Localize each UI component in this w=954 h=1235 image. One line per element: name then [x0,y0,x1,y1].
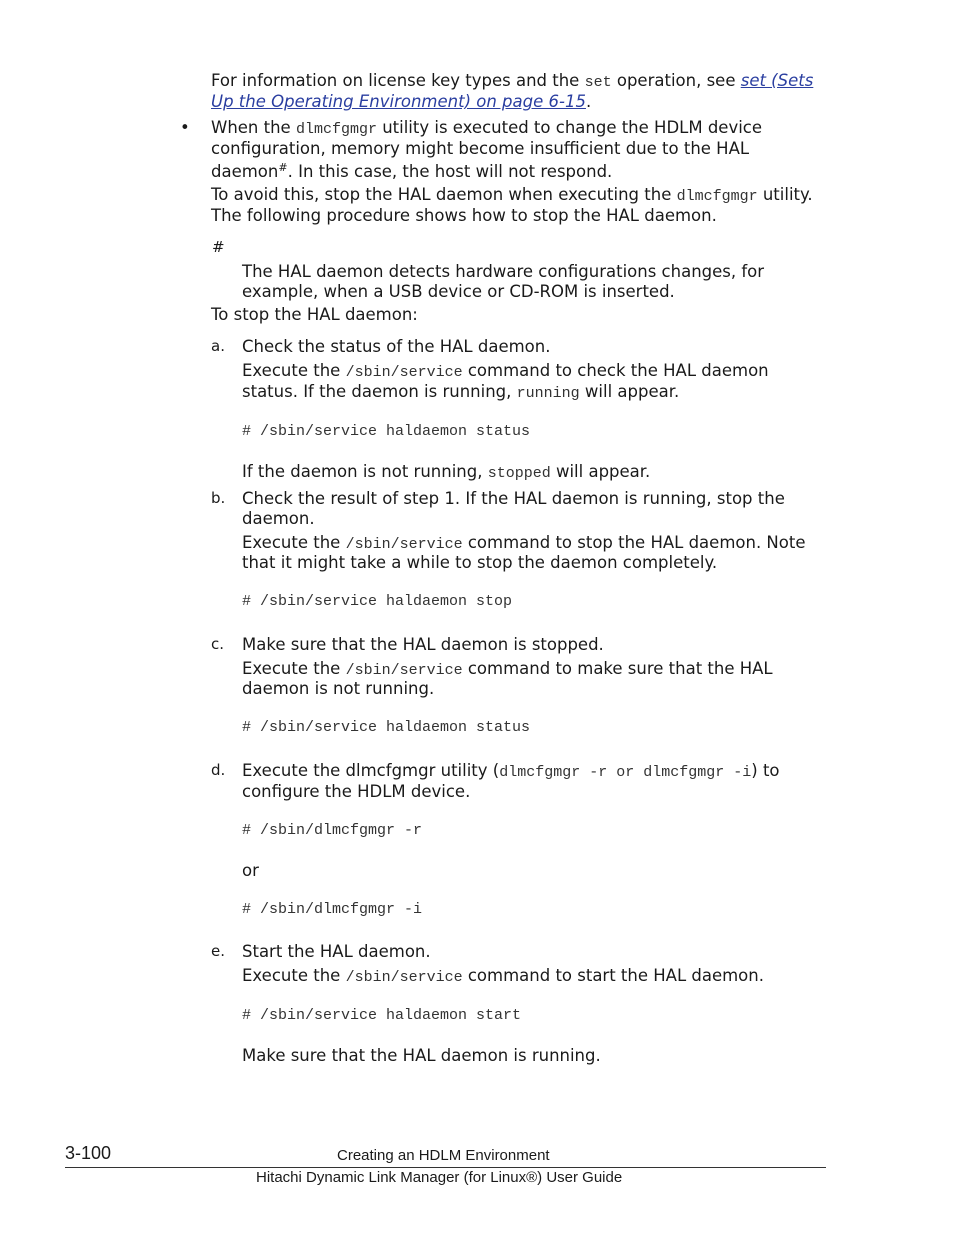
command-example: # /sbin/dlmcfgmgr -r [242,822,423,839]
bullet-line-3 [211,161,612,184]
body-text: status. If the daemon is running, [242,382,517,401]
body-text: command to check the HAL daemon [462,361,769,380]
inline-code: /sbin/service [345,364,463,381]
procedure-intro: To stop the HAL daemon: [211,305,418,324]
step-e-desc-1 [242,965,764,988]
body-text: When the [211,118,296,137]
body-text: Execute the [242,361,346,380]
body-text: command to start the HAL daemon. [462,966,764,985]
body-text: Execute the [242,533,346,552]
footnote-marker: # [278,161,288,174]
inline-code: dlmcfgmgr -r or dlmcfgmgr -i [499,764,752,781]
cross-reference-link[interactable]: set (Sets [740,71,814,90]
body-text: To avoid this, stop the HAL daemon when executing the [211,185,677,204]
command-example: # /sbin/service haldaemon start [242,1007,522,1024]
period-text: . [585,92,592,111]
step-c-desc-2: daemon is not running. [242,679,435,698]
body-text: daemon [211,162,279,181]
inline-code: /sbin/service [345,536,463,553]
bullet-line-4 [211,184,813,207]
footer-section-title: Creating an HDLM Environment [337,1147,550,1164]
step-a-desc-2 [242,381,679,404]
intro-text: operation, see [611,71,741,90]
note-line-1: The HAL daemon detects hardware configurations changes, for [242,262,765,281]
body-text: ) to [751,761,780,780]
inline-code: stopped [487,465,551,482]
step-marker-a: a. [211,337,225,355]
footer-book-title: Hitachi Dynamic Link Manager (for Linux®) User Guide [256,1169,623,1186]
or-text: or [242,861,259,880]
bullet-line-5: The following procedure shows how to stop the HAL daemon. [211,206,717,225]
body-text: command to stop the HAL daemon. Note [462,533,806,552]
body-text: . In this case, the host will not respond. [287,162,613,181]
command-example: # /sbin/service haldaemon status [242,423,531,440]
step-marker-c: c. [211,635,225,653]
step-marker-d: d. [211,761,226,779]
bullet-line-1 [211,117,762,140]
step-c-title: Make sure that the HAL daemon is stopped. [242,635,604,654]
inline-code: dlmcfgmgr [676,188,758,205]
inline-code: running [516,385,580,402]
body-text: Execute the [242,659,346,678]
body-text: will appear. [550,462,651,481]
step-d-title-1 [242,760,780,783]
step-d-title-2: configure the HDLM device. [242,782,471,801]
bullet-marker: • [180,118,190,137]
step-b-title-1: Check the result of step 1. If the HAL daemon is running, stop the [242,489,785,508]
command-example: # /sbin/service haldaemon stop [242,593,513,610]
intro-line-2 [211,91,591,112]
note-line-2: example, when a USB device or CD-ROM is inserted. [242,282,675,301]
step-marker-e: e. [211,942,225,960]
body-text: utility. [757,185,813,204]
bullet-line-2: configuration, memory might become insufficient due to the HAL [211,139,750,158]
step-marker-b: b. [211,489,226,507]
intro-text: For information on license key types and the [211,71,585,90]
inline-code: /sbin/service [345,662,463,679]
body-text: command to make sure that the HAL [462,659,773,678]
step-b-title-2: daemon. [242,509,315,528]
command-example: # /sbin/dlmcfgmgr -i [242,901,423,918]
step-a-desc-1 [242,360,769,383]
body-text: If the daemon is not running, [242,462,488,481]
step-e-title: Start the HAL daemon. [242,942,431,961]
intro-line-1 [211,70,813,93]
page-number: 3-100 [65,1143,112,1163]
command-example: # /sbin/service haldaemon status [242,719,531,736]
inline-code: /sbin/service [345,969,463,986]
cross-reference-link[interactable]: Up the Operating Environment) on page 6-15 [211,92,586,111]
footer-divider [65,1167,826,1168]
step-a-title: Check the status of the HAL daemon. [242,337,551,356]
inline-code: set [584,74,612,91]
body-text: Execute the dlmcfgmgr utility ( [242,761,500,780]
body-text: Execute the [242,966,346,985]
step-b-desc-2: that it might take a while to stop the daemon completely. [242,553,718,572]
body-text: utility is executed to change the HDLM device [376,118,763,137]
body-text: will appear. [579,382,680,401]
note-marker: # [212,238,225,256]
step-e-after: Make sure that the HAL daemon is running. [242,1046,601,1065]
step-a-after [242,461,650,484]
inline-code: dlmcfgmgr [295,121,377,138]
